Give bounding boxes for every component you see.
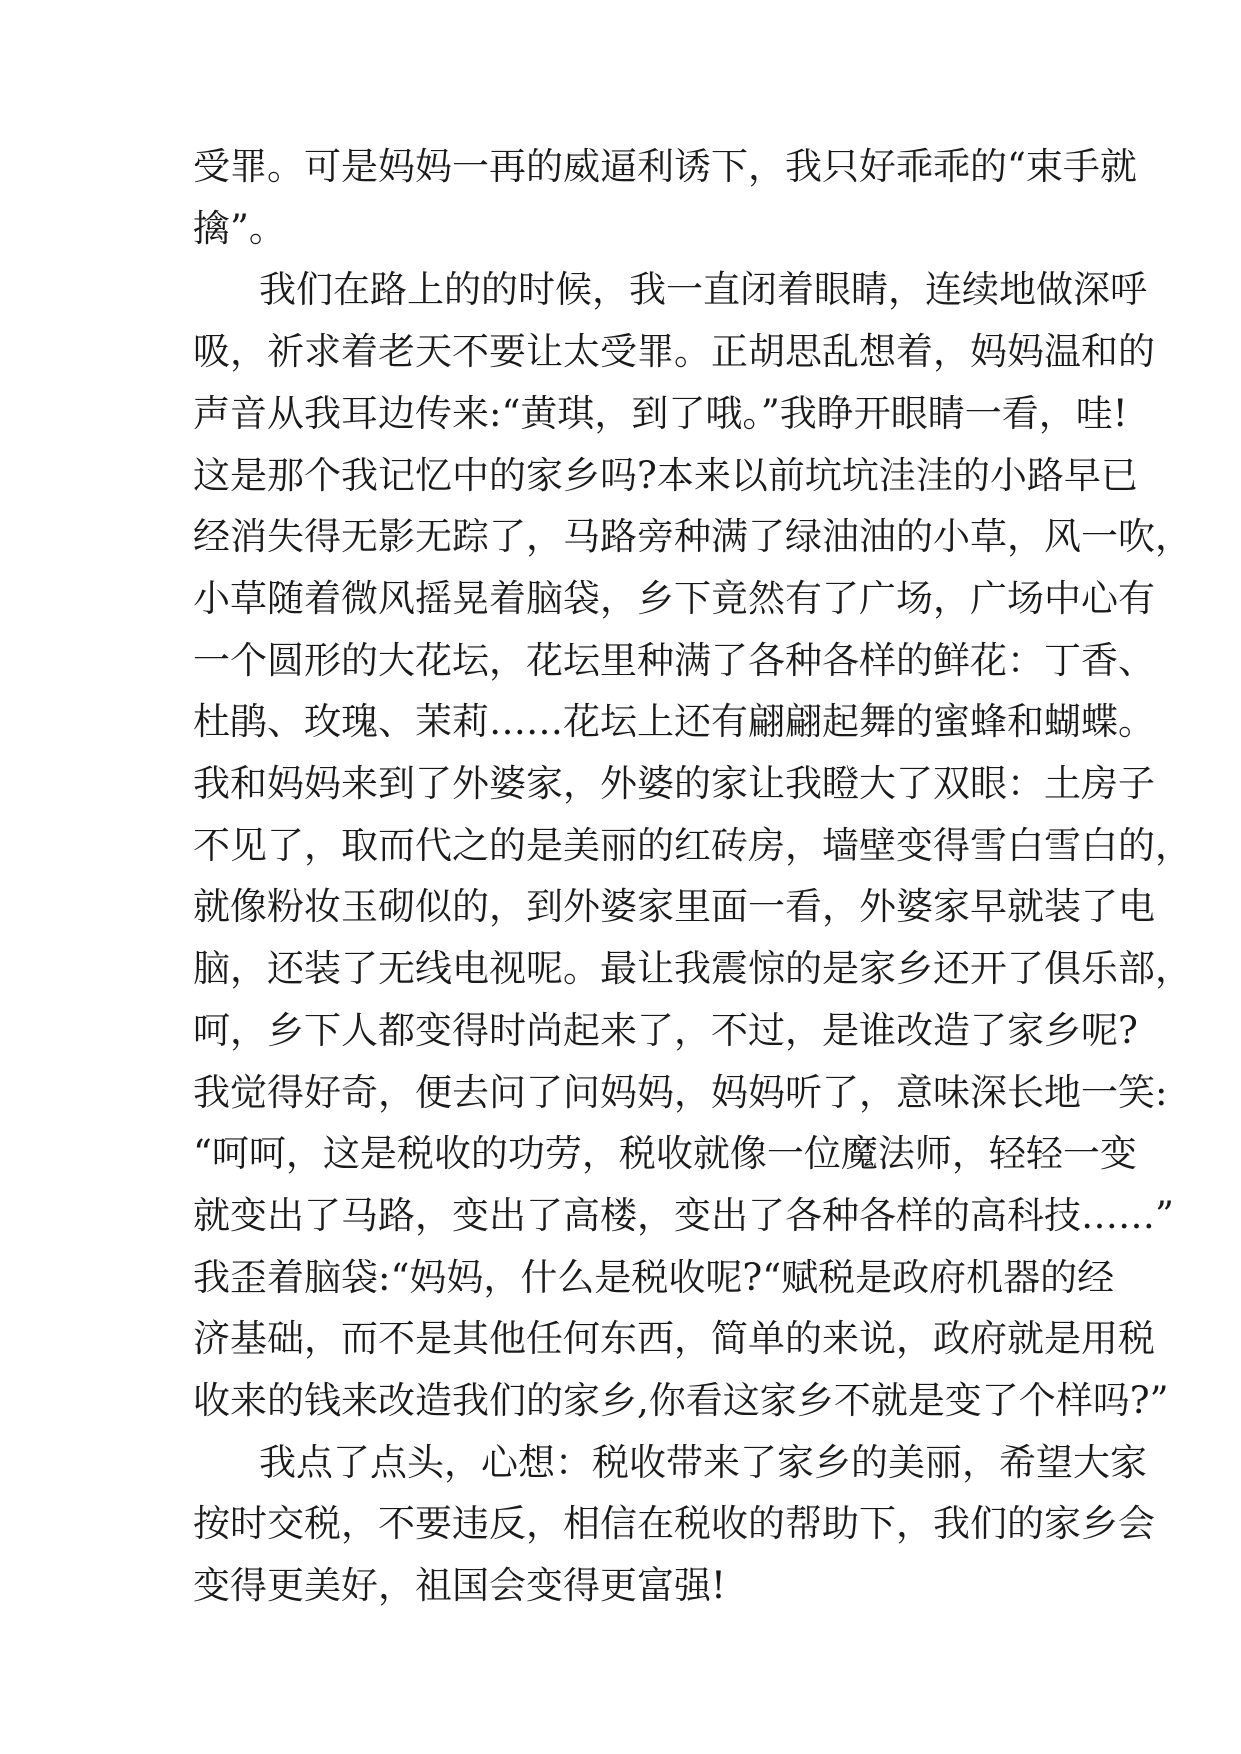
text-line: 我觉得好奇，便去问了问妈妈，妈妈听了，意味深长地一笑:: [193, 1070, 1168, 1114]
text-line: 不见了，取而代之的是美丽的红砖房，墙壁变得雪白雪白的，: [193, 823, 1192, 867]
text-line: 按时交税，不要违反，相信在税收的帮助下，我们的家乡会: [193, 1502, 1155, 1546]
text-line: 我们在路上的的时候，我一直闭着眼睛，连续地做深呼: [259, 268, 1147, 312]
text-line: 变得更美好，祖国会变得更富强!: [193, 1564, 726, 1608]
text-line: 济基础，而不是其他任何东西，简单的来说，政府就是用税: [193, 1317, 1155, 1361]
text-line: 就变出了马路，变出了高楼，变出了各种各样的高科技……”: [193, 1193, 1174, 1237]
text-line: 我歪着脑袋:“妈妈，什么是税收呢?“赋税是政府机器的经: [193, 1255, 1115, 1299]
text-line: 声音从我耳边传来:“黄琪，到了哦。”我睁开眼睛一看，哇!: [193, 391, 1128, 435]
text-line: 吸，祈求着老天不要让太受罪。正胡思乱想着，妈妈温和的: [193, 330, 1155, 374]
text-line: 我点了点头，心想：税收带来了家乡的美丽，希望大家: [259, 1440, 1147, 1484]
text-line: 一个圆形的大花坛，花坛里种满了各种各样的鲜花：丁香、: [193, 638, 1155, 682]
text-line: 小草随着微风摇晃着脑袋，乡下竟然有了广场，广场中心有: [193, 576, 1155, 620]
text-line: 呵，乡下人都变得时尚起来了，不过，是谁改造了家乡呢?: [193, 1008, 1138, 1052]
text-line: “呵呵，这是税收的功劳，税收就像一位魔法师，轻轻一变: [193, 1132, 1137, 1176]
text-line: 受罪。可是妈妈一再的威逼利诱下，我只好乖乖的“束手就: [193, 145, 1137, 188]
text-line: 脑，还装了无线电视呢。最让我震惊的是家乡还开了俱乐部，: [193, 947, 1192, 991]
text-line: 擒”。: [193, 206, 286, 250]
text-line: 经消失得无影无踪了，马路旁种满了绿油油的小草，风一吹，: [193, 515, 1192, 559]
text-line: 我和妈妈来到了外婆家，外婆的家让我瞪大了双眼：土房子: [193, 762, 1155, 805]
text-line: 就像粉妆玉砌似的，到外婆家里面一看，外婆家早就装了电: [193, 885, 1155, 929]
text-line: 杜鹃、玫瑰、茉莉……花坛上还有翩翩起舞的蜜蜂和蝴蝶。: [193, 700, 1155, 744]
text-line: 收来的钱来改造我们的家乡,你看这家乡不就是变了个样吗?”: [193, 1379, 1169, 1422]
text-line: 这是那个我记忆中的家乡吗?本来以前坑坑洼洼的小路早已: [193, 453, 1138, 497]
